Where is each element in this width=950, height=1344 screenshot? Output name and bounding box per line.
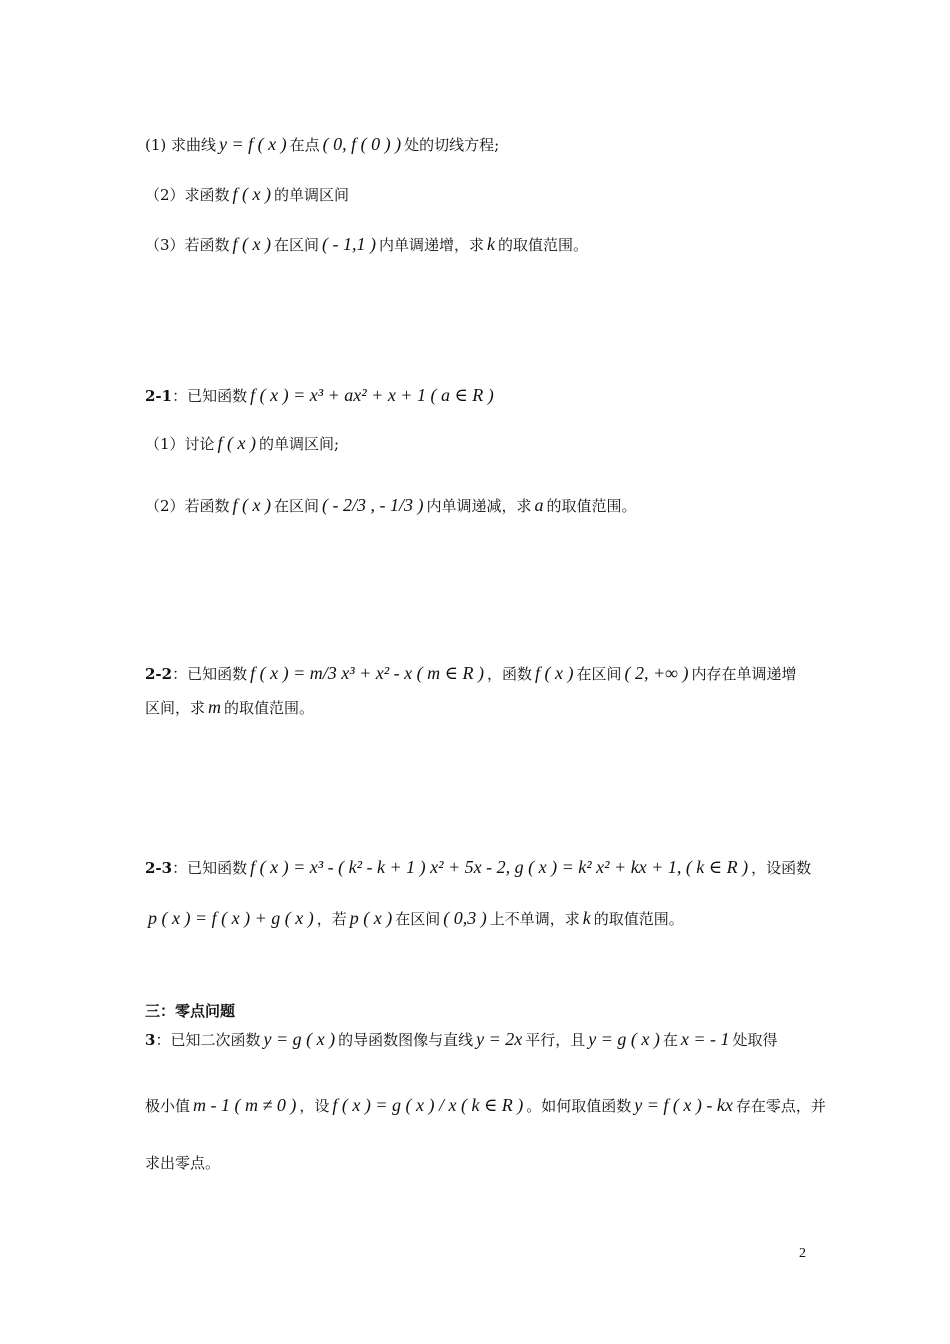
- text-run: （3）若函数: [145, 236, 230, 254]
- text-run: ：已知二次函数: [155, 1031, 261, 1049]
- math-expression: f ( x ): [232, 234, 272, 254]
- text-line-l5: [145, 432, 339, 455]
- text-run: 的导函数图像与直线: [338, 1031, 474, 1049]
- problem-label: 三：零点问题: [145, 1002, 236, 1020]
- text-run: 在点: [289, 136, 320, 154]
- text-run: 的取值范围。: [498, 236, 589, 254]
- math-expression: f ( x ) = x³ - ( k² - k + 1 ) x² + 5x - 2, g ( x ) = k² x² + kx + 1, ( k ∈ R ): [250, 857, 749, 877]
- text-run: 的取值范围。: [224, 699, 315, 717]
- text-run: 的单调区间: [274, 186, 350, 204]
- text-run: 在: [662, 1031, 678, 1049]
- math-expression: a: [534, 495, 544, 515]
- text-line-l9: [145, 856, 811, 879]
- math-expression: f ( x ): [534, 663, 574, 683]
- math-expression: f ( x ): [232, 184, 272, 204]
- text-run: 平行，且: [525, 1031, 586, 1049]
- text-line-l4: [145, 384, 497, 407]
- math-expression: p ( x ) = f ( x ) + g ( x ): [148, 908, 314, 928]
- text-run: 区间，求: [145, 699, 206, 717]
- text-run: 处取得: [732, 1031, 778, 1049]
- text-run: 的单调区间;: [259, 435, 340, 453]
- text-run: 的取值范围。: [546, 497, 637, 515]
- text-run: 在区间: [576, 665, 622, 683]
- math-expression: f ( x ): [217, 433, 257, 453]
- text-line-l7: [145, 662, 796, 685]
- text-run: 。如何取值函数: [526, 1097, 632, 1115]
- math-expression: ( - 2/3 , - 1/3 ): [322, 495, 424, 515]
- math-expression: f ( x ) = m/3 x³ + x² - x ( m ∈ R ): [250, 663, 484, 683]
- text-run: 上不单调，求: [489, 910, 580, 928]
- text-run: 的取值范围。: [593, 910, 684, 928]
- text-run: 在区间: [274, 236, 320, 254]
- text-run: ，设: [299, 1097, 330, 1115]
- math-expression: x = - 1: [680, 1029, 730, 1049]
- text-run: ：已知函数: [172, 387, 248, 405]
- math-expression: f ( x ): [232, 495, 272, 515]
- text-run: （2）若函数: [145, 497, 230, 515]
- text-run: ，函数: [486, 665, 532, 683]
- text-run: （1）讨论: [145, 435, 215, 453]
- math-expression: f ( x ) = x³ + ax² + x + 1 ( a ∈ R ): [250, 385, 494, 405]
- math-expression: ( - 1,1 ): [322, 234, 377, 254]
- text-line-l6: [145, 494, 637, 517]
- text-line-l13: [145, 1094, 826, 1117]
- math-expression: y = f ( x ) - kx: [634, 1095, 733, 1115]
- text-run: 求出零点。: [145, 1154, 221, 1172]
- math-expression: ( 2, +∞ ): [624, 663, 689, 683]
- math-expression: m - 1 ( m ≠ 0 ): [193, 1095, 297, 1115]
- text-run: （2）求函数: [145, 186, 230, 204]
- text-line-l12: [145, 1028, 778, 1051]
- text-line-l2: [145, 183, 349, 206]
- text-run: ：已知函数: [172, 665, 248, 683]
- math-expression: y = g ( x ): [263, 1029, 336, 1049]
- math-expression: p ( x ): [349, 908, 393, 928]
- text-run: 在区间: [274, 497, 320, 515]
- text-run: 极小值: [145, 1097, 191, 1115]
- problem-label: 2-2: [145, 665, 173, 683]
- text-line-l11: [145, 1000, 235, 1022]
- text-run: 处的切线方程;: [404, 136, 500, 154]
- text-run: 内存在单调递增: [691, 665, 797, 683]
- math-expression: k: [487, 234, 496, 254]
- math-expression: f ( x ) = g ( x ) / x ( k ∈ R ): [332, 1095, 524, 1115]
- text-run: ，设函数: [751, 859, 812, 877]
- math-expression: m: [208, 697, 222, 717]
- text-run: ，若: [316, 910, 347, 928]
- text-line-l14: [145, 1152, 220, 1174]
- text-run: 在区间: [395, 910, 441, 928]
- text-run: ：已知函数: [172, 859, 248, 877]
- text-run: 内单调递减，求: [426, 497, 532, 515]
- problem-label: 2-1: [145, 387, 173, 405]
- text-line-l10: [145, 907, 684, 930]
- text-run: 内单调递增，求: [379, 236, 485, 254]
- text-run: 存在零点，并: [735, 1097, 826, 1115]
- math-expression: ( 0,3 ): [443, 908, 487, 928]
- math-expression: y = g ( x ): [588, 1029, 660, 1049]
- page-number: 2: [799, 1246, 806, 1261]
- math-expression: y = f ( x ): [219, 134, 287, 154]
- text-line-l3: [145, 233, 588, 256]
- text-line-l1: [145, 133, 499, 156]
- math-expression: y = 2x: [476, 1029, 523, 1049]
- text-line-l8: [145, 696, 314, 719]
- text-run: (1) 求曲线: [145, 136, 217, 154]
- problem-label: 2-3: [145, 859, 173, 877]
- math-expression: k: [582, 908, 591, 928]
- math-expression: ( 0, f ( 0 ) ): [322, 134, 402, 154]
- problem-label: 3: [145, 1031, 156, 1049]
